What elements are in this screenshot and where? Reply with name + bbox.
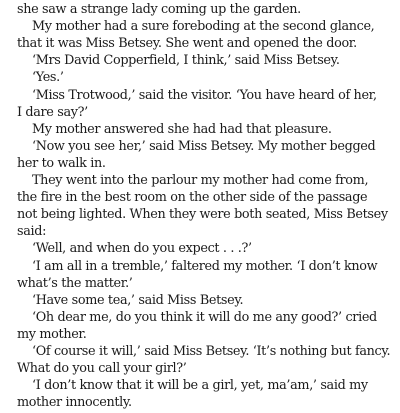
text-line: her to walk in. xyxy=(17,155,106,171)
text-line: What do you call your girl?’ xyxy=(17,361,187,377)
text-line: ‘Now you see her,’ said Miss Betsey. My mother begged xyxy=(32,138,376,154)
text-line: ‘Oh dear me, do you think it will do me any good?’ cried xyxy=(32,309,377,325)
text-line: I dare say?’ xyxy=(17,104,88,120)
text-line: ‘Miss Trotwood,’ said the visitor. ‘You have heard of her, xyxy=(32,87,377,103)
text-line: what’s the matter.’ xyxy=(17,275,133,291)
text-line: ‘I am all in a tremble,’ faltered my mother. ‘I don’t know xyxy=(32,258,378,274)
text-line: she saw a strange lady coming up the garden. xyxy=(17,2,301,17)
text-line: They went into the parlour my mother had come from, xyxy=(32,173,369,188)
text-line: the fire in the best room on the other side of the passage xyxy=(17,190,368,206)
text-line: not being lighted. When they were both seated, Miss Betsey xyxy=(17,207,388,223)
text-line: My mother had a sure foreboding at the second glance, xyxy=(32,19,375,35)
text-line: said: xyxy=(17,224,47,240)
text-line: ‘Yes.’ xyxy=(32,70,64,86)
text-line: ‘I don’t know that it will be a girl, yet, ma’am,’ said my xyxy=(32,378,368,394)
text-line: that it was Miss Betsey. She went and opened the door. xyxy=(17,36,357,52)
text-line: ‘Of course it will,’ said Miss Betsey. ‘It’s nothing but fancy. xyxy=(32,344,391,359)
text-line: My mother answered she had had that pleasure. xyxy=(32,121,332,137)
text-line: ‘Have some tea,’ said Miss Betsey. xyxy=(32,292,244,308)
text-line: ‘Well, and when do you expect . . .?’ xyxy=(32,241,252,257)
text-line: mother innocently. xyxy=(17,395,132,411)
text-line: my mother. xyxy=(17,326,87,342)
text-line: ‘Mrs David Copperfield, I think,’ said Miss Betsey. xyxy=(32,53,340,69)
